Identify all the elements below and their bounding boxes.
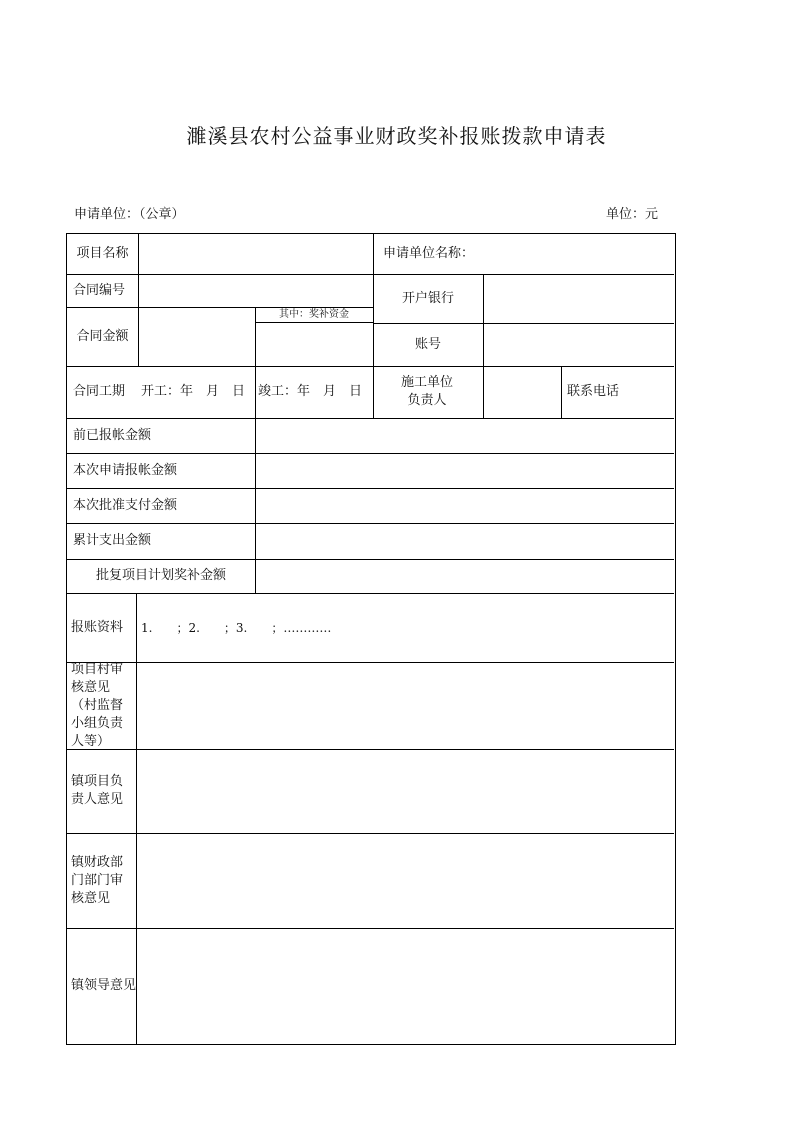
contract-amount-label: 合同金额	[76, 328, 129, 344]
currency-unit-label: 单位：元	[606, 207, 659, 222]
village-review-field[interactable]	[137, 662, 674, 749]
materials-label: 报账资料	[71, 619, 124, 635]
cumulative-field[interactable]	[256, 523, 674, 559]
form-title: 濉溪县农村公益事业财政奖补报账拨款申请表	[186, 124, 607, 148]
subsidy-fund-field[interactable]	[256, 323, 373, 366]
town-finance-field[interactable]	[137, 833, 674, 928]
account-field[interactable]	[484, 323, 674, 366]
bank-field[interactable]	[484, 274, 674, 323]
town-leader-label: 镇领导意见	[71, 978, 137, 993]
project-name-field[interactable]	[139, 234, 373, 274]
approved-payment-label: 本次批准支付金额	[73, 497, 178, 513]
current-claim-field[interactable]	[256, 453, 674, 488]
prev-claimed-field[interactable]	[256, 418, 674, 453]
contract-amount-field[interactable]	[139, 307, 255, 366]
contractor-head-label: 施工单位负责人	[400, 375, 453, 408]
bank-label: 开户银行	[401, 290, 454, 306]
subsidy-fund-note: 其中：奖补资金	[279, 308, 349, 320]
contract-no-label: 合同编号	[73, 282, 126, 298]
contractor-head-field[interactable]	[484, 366, 561, 418]
contact-phone-label: 联系电话	[567, 384, 620, 399]
town-leader-field[interactable]	[137, 928, 674, 1044]
applicant-name-label: 申请单位名称：	[383, 246, 475, 261]
application-form-table	[66, 233, 676, 1045]
planned-subsidy-field[interactable]	[256, 559, 674, 593]
materials-list[interactable]: 1. ；2. ；3. ；…………	[141, 620, 332, 635]
approved-payment-field[interactable]	[256, 488, 674, 523]
prev-claimed-label: 前已报帐金额	[73, 427, 152, 443]
town-finance-label: 镇财政部门部门审核意见	[71, 854, 124, 906]
planned-subsidy-label: 批复项目计划奖补金额	[95, 568, 226, 583]
cumulative-label: 累计支出金额	[73, 533, 152, 548]
village-review-label: 项目村审核意见（村监督小组负责人等）	[71, 661, 124, 749]
project-name-label: 项目名称	[76, 246, 129, 261]
period-label: 合同工期	[73, 384, 126, 399]
town-project-head-label: 镇项目负责人意见	[71, 774, 124, 807]
town-project-head-field[interactable]	[137, 749, 674, 833]
current-claim-label: 本次申请报帐金额	[73, 462, 178, 478]
col-divider	[561, 366, 562, 418]
start-date-field[interactable]: 开工：年 月 日	[141, 384, 246, 399]
applicant-stamp-label: 申请单位：（公章）	[74, 207, 185, 222]
account-label: 账号	[414, 336, 441, 352]
contract-no-field[interactable]	[139, 274, 373, 307]
finish-date-field[interactable]: 竣工：年 月 日	[258, 384, 363, 399]
